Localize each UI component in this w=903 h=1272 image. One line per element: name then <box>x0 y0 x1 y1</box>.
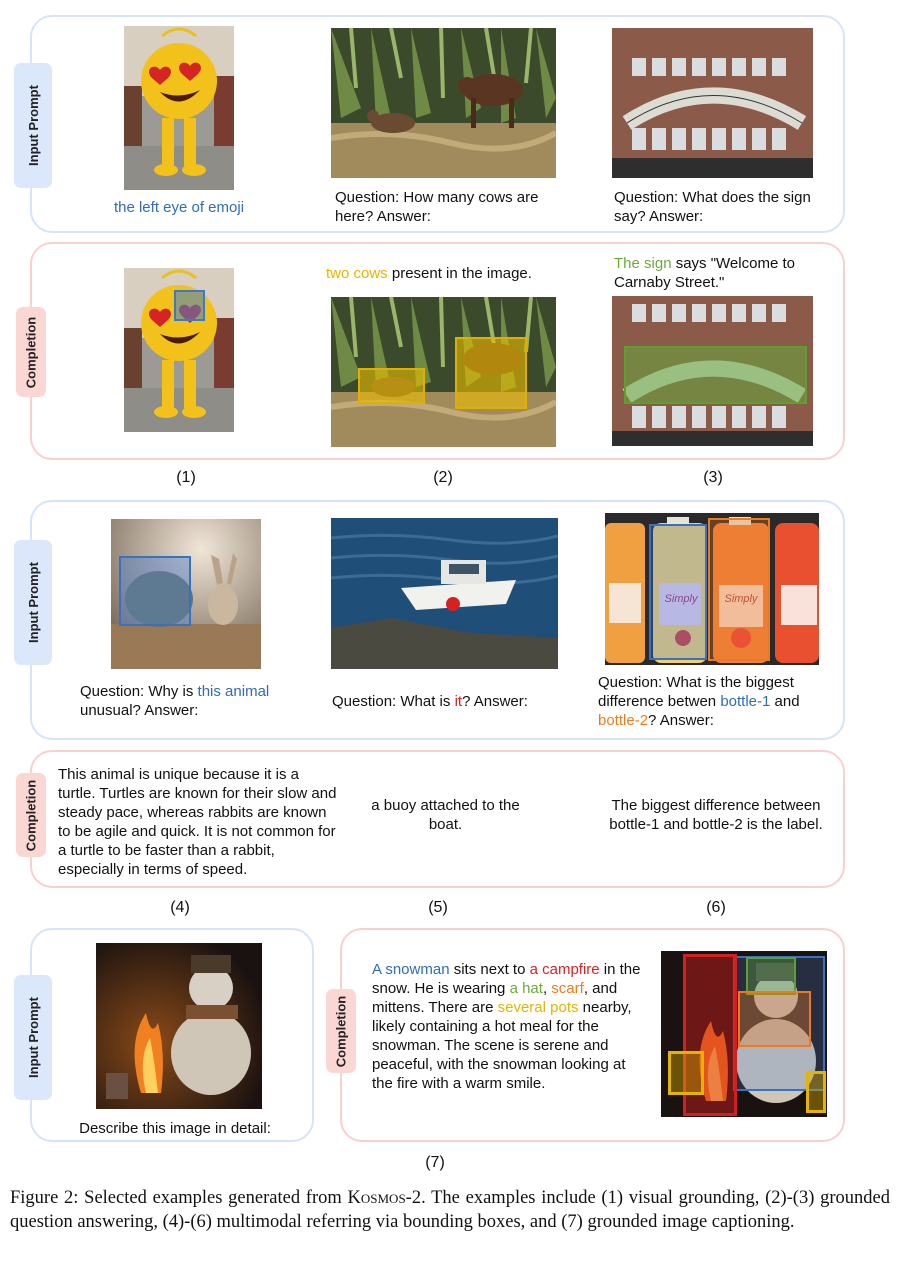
input-prompt-tag-1: Input Prompt <box>14 63 52 188</box>
ex5-question: Question: What is it? Answer: <box>332 693 528 710</box>
emoji-image-1 <box>124 26 234 190</box>
ex7-prompt: Describe this image in detail: <box>79 1120 271 1137</box>
emoji-eye-bbox <box>174 290 205 321</box>
label-7: (7) <box>425 1154 445 1171</box>
pot-bbox-2 <box>806 1071 826 1113</box>
input-prompt-tag-3: Input Prompt <box>14 975 52 1100</box>
turtle-bbox <box>119 556 191 626</box>
bottle-1-bbox <box>649 524 707 660</box>
input-prompt-tag-2: Input Prompt <box>14 540 52 665</box>
completion-tag-2: Completion <box>16 773 46 857</box>
scarf-bbox <box>738 991 811 1047</box>
cow-bbox-2 <box>455 337 527 409</box>
ex2-question: Question: How many cows are here? Answer: <box>335 189 539 225</box>
carnaby-image-2 <box>612 296 813 446</box>
label-3: (3) <box>703 469 723 486</box>
cow-bbox-1 <box>358 368 425 404</box>
bottle-1-brand: Simply <box>664 593 698 605</box>
figure-caption: Figure 2: Selected examples generated from Kosmos-2. The examples include (1) visual grounding, (2)-(3) grounded question answering, (4)-(6) multimodal referring via bounding boxes, and (7) grounded image captioning. <box>10 1188 890 1232</box>
ex5-answer: a buoy attached to the boat. <box>371 797 520 833</box>
label-1: (1) <box>176 469 196 486</box>
completion-tag-3: Completion <box>326 989 356 1073</box>
label-2: (2) <box>433 469 453 486</box>
ex3-answer: The sign says "Welcome to Carnaby Street." <box>614 255 795 291</box>
boat-image <box>331 518 558 669</box>
bottle-2-brand: Simply <box>724 593 758 605</box>
snowman-image-1 <box>96 943 262 1109</box>
hat-bbox <box>746 957 796 995</box>
cows-image-2 <box>331 297 556 447</box>
ex4-answer: This animal is unique because it is a turtle. Turtles are known for their slow and steady pace, whereas rabbits are known to be agile and quick. It is not common for a turtle to be faster than a rabbit, especially in terms of speed. <box>58 766 337 878</box>
label-4: (4) <box>170 899 190 916</box>
turtle-rabbit-image <box>111 519 261 669</box>
ex2-answer: two cows present in the image. <box>326 265 532 282</box>
emoji-image-2 <box>124 268 234 432</box>
ex3-question: Question: What does the sign say? Answer: <box>614 189 811 225</box>
completion-tag-1: Completion <box>16 307 46 397</box>
bottles-image <box>605 513 819 665</box>
sign-bbox <box>624 346 807 404</box>
ex7-caption: A snowman sits next to a campfire in the snow. He is wearing a hat, scarf, and mittens. There are several pots nearby, likely containing a hot meal for the snowman. The scene is serene and peaceful, with the snowman looking at the fire with a warm smile. <box>372 961 641 1092</box>
ex6-answer: The biggest difference between bottle-1 and bottle-2 is the label. <box>609 797 823 833</box>
pot-bbox-1 <box>668 1051 704 1095</box>
label-5: (5) <box>428 899 448 916</box>
snowman-image-2 <box>661 951 827 1117</box>
ex6-question: Question: What is the biggest difference betwen bottle-1 and bottle-2? Answer: <box>598 674 800 729</box>
carnaby-image-1 <box>612 28 813 178</box>
ex4-question: Question: Why is this animal unusual? Answer: <box>80 683 270 719</box>
ex1-prompt: the left eye of emoji <box>113 199 245 216</box>
label-6: (6) <box>706 899 726 916</box>
bottle-2-bbox <box>708 518 770 661</box>
cows-image <box>331 28 556 178</box>
